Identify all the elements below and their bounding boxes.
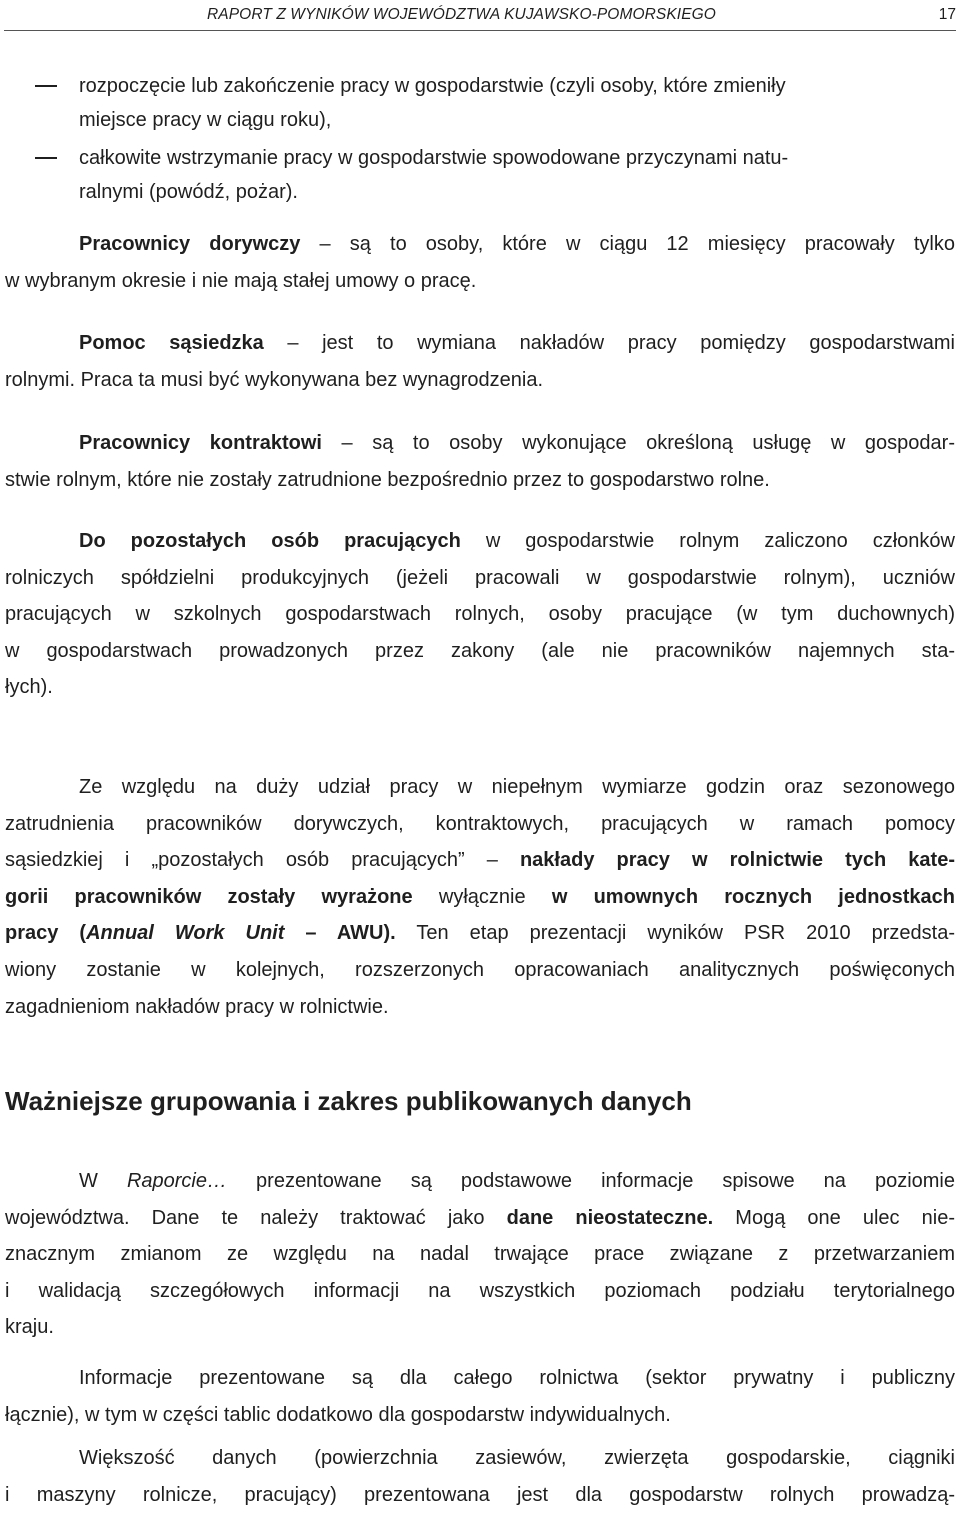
definition-line: rolniczych spółdzielni produkcyjnych (jeżeli pracowali w gospodarstwie rolnym), uczniów [5,566,955,589]
definition-text: jest to wymiana nakładów pracy pomiędzy gospodarstwami [322,332,956,354]
majority-paragraph [5,1440,955,1513]
paragraph-line [5,915,955,952]
definition-text: są to osoby, które w ciągu 12 miesięcy pracowały tylko [349,233,955,255]
definition-text: są to osoby wykonujące określoną usługę w gospodar- [372,432,955,454]
section-heading: Ważniejsze grupowania i zakres publikowanych danych [5,1086,692,1116]
definition-line: w gospodarstwach prowadzonych przez zakony (ale nie pracowników najemnych sta- [5,639,955,662]
paragraph-line: kraju. [5,1316,54,1339]
paragraph-emphasis-part: AWU). [336,922,396,945]
list-item-line: ralnymi (powódź, pożar). [79,181,298,203]
paragraph-line: Informacje prezentowane są dla całego rolnictwa (sektor prywatny i publiczny [79,1367,955,1389]
dash-bullet-icon [35,69,57,103]
paragraph-emphasis: dane nieostateczne. [506,1206,714,1229]
definition-term: Pomoc sąsiedzka [79,332,264,354]
dash-bullet-icon [35,141,57,175]
list-item-line: miejsce pracy w ciągu roku), [79,109,332,131]
paragraph-text: W [79,1170,98,1192]
definition-line: stwie rolnym, które nie zostały zatrudnione bezpośrednio przez to gospodarstwo rolne. [5,468,770,491]
paragraph-line: i walidacją szczegółowych informacji na wszystkich poziomach podziału terytorialnego [5,1279,955,1302]
paragraph-emphasis: nakłady pracy w rolnictwie tych kate- [519,849,955,872]
definition-line: rolnymi. Praca ta musi być wykonywana bez wynagrodzenia. [5,368,544,391]
paragraph-line: i maszyny rolnicze, pracujący) prezentowana jest dla gospodarstw rolnych prowadzą- [5,1483,955,1506]
definition-line [5,523,955,560]
paragraph-line: Ze względu na duży udział pracy w niepełnym wymiarze godzin oraz sezonowego [79,776,955,798]
definition-text: w gospodarstwie rolnym zaliczono członków [485,530,955,552]
paragraph-line: Większość danych (powierzchnia zasiewów, zwierzęta gospodarskie, ciągniki [79,1447,955,1469]
report-paragraph [5,1163,955,1346]
definition-term: Pracownicy kontraktowi [79,432,322,454]
paragraph-text: prezentowane są podstawowe informacje spisowe na poziomie [256,1170,955,1192]
paragraph-line: znacznym zmianom ze względu na nadal trwające prace związane z przetwarzaniem [5,1243,955,1266]
awu-paragraph [5,769,955,1025]
info-paragraph [5,1360,955,1433]
report-title: RAPORT Z WYNIKÓW WOJEWÓDZTWA KUJAWSKO-POMORSKIEGO [207,6,716,23]
awu-english-term: Annual Work Unit [86,922,285,945]
list-item-line: całkowite wstrzymanie pracy w gospodarstwie spowodowane przyczynami natu- [79,147,789,169]
definition-line: Pomoc sąsiedzka – jest to wymiana nakładów pracy pomiędzy gospodarstwami [79,332,956,354]
paragraph-emphasis: pracy (Annual Work Unit – AWU). [5,922,396,945]
paragraph-line: łącznie), w tym w części tablic dodatkowo dla gospodarstw indywidualnych. [5,1403,671,1426]
paragraph-emphasis: gorii pracowników zostały wyrażone [5,885,413,908]
page-header [0,0,960,30]
definition-line: Pracownicy kontraktowi – są to osoby wykonujące określoną usługę w gospodar- [79,432,955,454]
paragraph-text: sąsiedzkiej i „pozostałych osób pracujących” [5,849,465,872]
definition-contract-workers [5,425,955,498]
definition-term: Do pozostałych osób pracujących [79,530,461,552]
header-divider [4,30,956,31]
definition-line: Pracownicy dorywczy – są to osoby, które w ciągu 12 miesięcy pracowały tylko [79,233,955,255]
definition-term: Pracownicy dorywczy [79,233,301,255]
paragraph-text: województwa. Dane te należy traktować jako [5,1206,485,1229]
list-item-line: rozpoczęcie lub zakończenie pracy w gospodarstwie (czyli osoby, które zmieniły [79,75,786,97]
paragraph-line [5,879,955,916]
paragraph-line: zatrudnienia pracowników dorywczych, kontraktowych, pracujących w ramach pomocy [5,812,955,835]
paragraph-line [5,1200,955,1237]
paragraph-line: sąsiedzkiej i „pozostałych osób pracujących” – nakłady pracy w rolnictwie tych kate- [5,849,955,872]
definition-line: w wybranym okresie i nie mają stałej umowy o pracę. [5,269,477,292]
paragraph-line [5,1163,955,1200]
paragraph-text: Mogą one ulec nie- [735,1206,955,1229]
page-number: 17 [938,6,956,23]
paragraph-emphasis-part: pracy ( [5,922,87,945]
paragraph-line: zagadnieniom nakładów pracy w rolnictwie. [5,995,389,1018]
definition-other-workers [5,523,955,706]
definition-casual-workers [5,226,955,299]
paragraph-text: wyłącznie [438,885,526,908]
paragraph-text: Ten etap prezentacji wyników PSR 2010 przedsta- [416,922,956,945]
definition-line: łych). [5,676,53,699]
list-item-text [79,69,955,137]
paragraph-line: wiony zostanie w kolejnych, rozszerzonych opracowaniach analitycznych poświęconych [5,958,955,981]
paragraph-emphasis: w umownych rocznych jednostkach [551,885,955,908]
definition-neighbour-help [5,325,955,398]
definition-line: pracujących w szkolnych gospodarstwach rolnych, osoby pracujące (w tym duchownych) [5,603,955,626]
list-item-text [79,141,955,209]
report-title-italic: Raporcie… [126,1170,227,1192]
